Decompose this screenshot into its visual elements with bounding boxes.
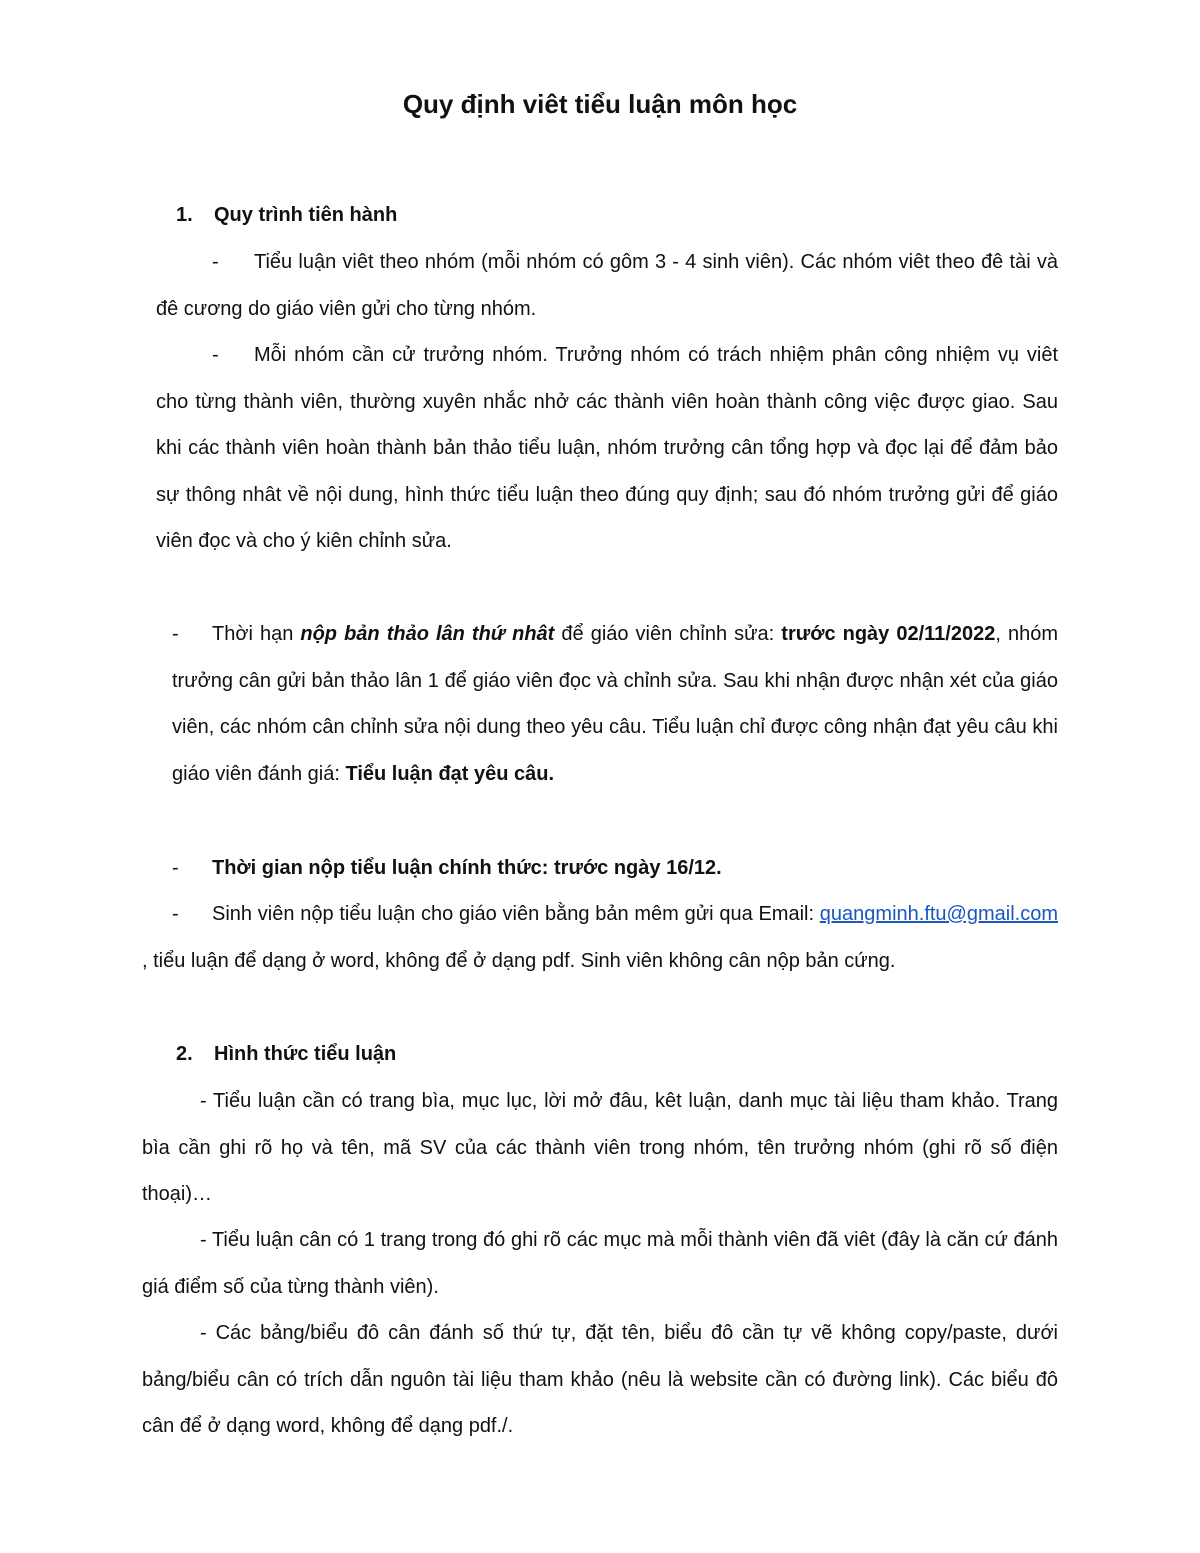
section-2-paragraph-3: - Các bảng/biểu đô cân đánh số thứ tự, đặt tên, biểu đô cần tự vẽ không copy/paste, dưới bảng/biểu cân có trích dẫn nguôn tài liệu tham khảo (nêu là website cần có đường link). Các biểu đô cân để ở dạng word, không để dạng pdf./. — [142, 1322, 1058, 1438]
section-2-paragraph-1: - Tiểu luận cần có trang bìa, mục lục, lời mở đâu, kêt luận, danh mục tài liệu tham khảo. Trang bìa cần ghi rõ họ và tên, mã SV của các thành viên trong nhóm, tên trưởng nhóm (ghi rõ số điện thoại)… — [142, 1090, 1058, 1206]
dash-bullet: - — [212, 344, 219, 366]
dash-bullet: - — [172, 623, 179, 645]
section-2-title: Hình thức tiểu luận — [214, 1043, 397, 1065]
section-2-heading — [176, 1038, 396, 1070]
section-1-paragraph-1 — [156, 239, 1058, 332]
paragraph-text: Mỗi nhóm cần cử trưởng nhóm. Trưởng nhóm có trách nhiệm phân công nhiệm vụ viêt cho từng thành viên, thường xuyên nhắc nhở các thành viên hoàn thành công việc được giao. Sau khi các thành viên hoàn thành bản thảo tiểu luận, nhóm trưởng cân tổng hợp và đọc lại để đảm bảo sự thông nhât về nội dung, hình thức tiểu luận theo đúng quy định; sau đó nhóm trưởng gửi để giáo viên đọc và cho ý kiên chỉnh sửa. — [156, 344, 1058, 553]
paragraph-text: Thời hạn — [212, 623, 301, 645]
section-1-paragraph-4 — [172, 845, 1058, 892]
email-link[interactable]: quangminh.ftu@gmail.com — [819, 903, 1058, 925]
paragraph-text: Tiểu luận viêt theo nhóm (mỗi nhóm có gôm 3 - 4 sinh viên). Các nhóm viêt theo đê tài và đê cương do giáo viên gửi cho từng nhóm. — [156, 251, 1058, 320]
paragraph-text: , nhóm trưởng cân gửi bản thảo lân 1 để giáo viên đọc và chỉnh sửa. Sau khi nhận được nhận xét của giáo viên, các nhóm cân chỉnh sửa nội dung theo yêu câu. Tiểu luận chỉ được công nhận đạt yêu câu khi giáo viên đánh giá: — [172, 623, 1058, 785]
approval-text: Tiểu luận đạt yêu câu. — [345, 762, 555, 785]
section-2-number: 2. — [176, 1043, 193, 1065]
paragraph-text: Sinh viên nộp tiểu luận cho giáo viên bằng bản mêm gửi qua Email: — [212, 903, 820, 925]
emphasis-text: nộp bản thảo lân thứ nhât — [300, 623, 555, 645]
dash-bullet: - — [172, 903, 179, 925]
paragraph-text: để giáo viên chỉnh sửa: — [554, 623, 782, 645]
dash-bullet: - — [212, 251, 219, 273]
section-1-paragraph-2 — [156, 332, 1058, 565]
page-title: Quy định viêt tiểu luận môn học — [402, 89, 798, 119]
final-deadline-text: Thời gian nộp tiểu luận chính thức: trước ngày 16/12. — [212, 857, 722, 879]
section-1-heading — [176, 199, 397, 231]
deadline-text: trước ngày 02/11/2022 — [781, 623, 996, 645]
dash-bullet: - — [172, 857, 179, 879]
section-2-paragraph-2: - Tiểu luận cân có 1 trang trong đó ghi rõ các mục mà mỗi thành viên đã viêt (đây là căn cứ đánh giá điểm số của từng thành viên). — [142, 1229, 1058, 1298]
section-1-title: Quy trình tiên hành — [214, 204, 398, 226]
section-1-paragraph-5 — [142, 891, 1058, 984]
section-1-paragraph-3 — [172, 611, 1058, 797]
section-1-number: 1. — [176, 204, 193, 226]
paragraph-text: , tiểu luận để dạng ở word, không để ở dạng pdf. Sinh viên không cân nộp bản cứng. — [142, 949, 896, 972]
